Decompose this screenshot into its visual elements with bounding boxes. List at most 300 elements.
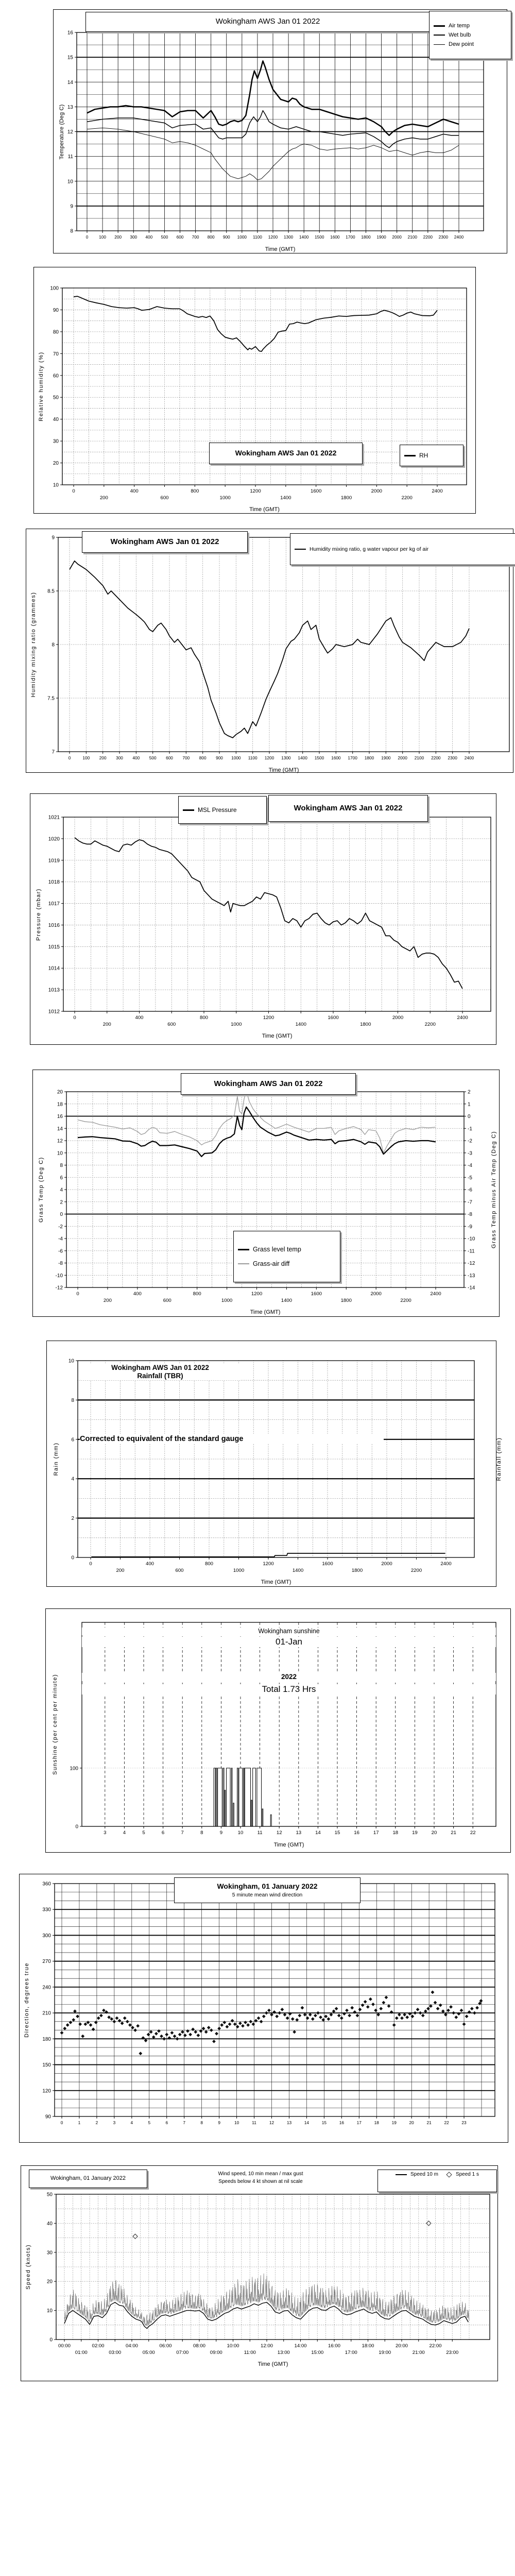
x-axis-label: Time (GMT) [261, 1579, 291, 1585]
svg-text:100: 100 [50, 285, 59, 292]
svg-text:-14: -14 [468, 1285, 475, 1291]
wet-bulb-line-sample-icon [434, 35, 445, 36]
legend-item [445, 2172, 479, 2177]
svg-text:17:00: 17:00 [345, 2350, 357, 2355]
svg-text:8.5: 8.5 [47, 588, 55, 595]
svg-text:1013: 1013 [48, 987, 60, 993]
legend-label: RH [419, 452, 428, 459]
svg-text:400: 400 [135, 1015, 144, 1021]
svg-text:8: 8 [52, 642, 55, 648]
chart-title-text: Wokingham, 01 January 2022 [50, 2175, 126, 2182]
svg-text:0: 0 [60, 2120, 63, 2125]
svg-text:22: 22 [444, 2120, 449, 2125]
rh-line-sample-icon [404, 455, 416, 456]
svg-text:300: 300 [42, 1933, 51, 1939]
chart-title-text: Wokingham AWS Jan 01 2022 [214, 1079, 323, 1088]
svg-text:2300: 2300 [448, 755, 457, 760]
svg-text:2000: 2000 [370, 1291, 382, 1297]
chart-title-line2: Rainfall (TBR) [137, 1372, 183, 1380]
chart-title [80, 1364, 240, 1380]
svg-text:100: 100 [70, 1766, 78, 1772]
svg-text:1200: 1200 [268, 234, 278, 240]
svg-text:13: 13 [67, 104, 73, 110]
svg-text:600: 600 [163, 1298, 171, 1303]
svg-text:17: 17 [373, 1830, 379, 1836]
svg-text:0: 0 [71, 1555, 74, 1561]
svg-text:2: 2 [71, 1516, 74, 1522]
svg-text:-7: -7 [468, 1199, 472, 1206]
svg-text:1400: 1400 [292, 1568, 304, 1573]
svg-text:10: 10 [234, 2120, 239, 2125]
pressure-plot [30, 794, 496, 1044]
svg-text:-2: -2 [58, 1224, 63, 1230]
humidity-legend [400, 445, 464, 466]
x-axis-label: Time (GMT) [249, 506, 280, 513]
svg-text:18: 18 [392, 1830, 399, 1836]
chart-title [209, 443, 363, 464]
svg-text:1015: 1015 [48, 944, 60, 950]
y-axis-label: Humidity mixing ratio (grammes) [30, 591, 37, 698]
svg-text:400: 400 [145, 1561, 154, 1567]
svg-text:19:00: 19:00 [379, 2350, 391, 2355]
legend-label: Speed 1 s [455, 2172, 479, 2177]
svg-text:30: 30 [46, 2250, 53, 2256]
y2-axis-label: Rainfall (mm) [496, 1437, 502, 1481]
svg-text:6: 6 [165, 2120, 168, 2125]
svg-text:-6: -6 [468, 1187, 472, 1193]
humidity-chart-panel [33, 267, 476, 514]
svg-text:20: 20 [57, 1089, 63, 1095]
svg-text:7: 7 [52, 749, 55, 755]
svg-text:15:00: 15:00 [311, 2350, 324, 2355]
legend-label: Humidity mixing ratio, g water vapour per kg of air [310, 546, 429, 552]
svg-text:1600: 1600 [322, 1561, 333, 1567]
legend-label: Wet bulb [449, 32, 471, 38]
svg-text:1200: 1200 [251, 1291, 263, 1297]
mixing-ratio-chart-panel [26, 529, 513, 773]
legend-item [238, 1246, 301, 1253]
legend-item [434, 23, 470, 29]
svg-text:1100: 1100 [248, 755, 258, 760]
svg-text:5: 5 [148, 2120, 151, 2125]
x-axis-label: Time (GMT) [265, 246, 296, 252]
svg-text:1016: 1016 [48, 922, 60, 928]
svg-text:1700: 1700 [346, 234, 355, 240]
svg-text:8: 8 [60, 1163, 63, 1168]
svg-text:15: 15 [334, 1830, 340, 1836]
temperature-chart-panel [53, 9, 507, 253]
svg-text:-6: -6 [58, 1248, 63, 1255]
svg-text:70: 70 [53, 351, 59, 357]
legend-item [434, 41, 474, 47]
svg-text:6: 6 [71, 1437, 74, 1443]
svg-text:200: 200 [102, 1022, 111, 1027]
svg-text:40: 40 [53, 417, 59, 423]
svg-text:3: 3 [113, 2120, 116, 2125]
svg-text:-8: -8 [58, 1261, 63, 1266]
chart-title [29, 2170, 147, 2188]
svg-text:0: 0 [68, 755, 71, 760]
svg-text:400: 400 [132, 755, 140, 760]
wind-speed-note1: Wind speed, 10 min mean / max gust [218, 2171, 303, 2177]
svg-text:10: 10 [237, 1830, 244, 1836]
svg-text:300: 300 [116, 755, 123, 760]
svg-text:2400: 2400 [464, 755, 474, 760]
svg-text:6: 6 [60, 1175, 63, 1181]
svg-text:-12: -12 [55, 1285, 63, 1291]
svg-text:9: 9 [52, 535, 55, 541]
svg-text:800: 800 [191, 488, 199, 494]
temperature-legend [429, 11, 511, 59]
svg-text:210: 210 [42, 2010, 51, 2016]
svg-text:1600: 1600 [311, 1291, 322, 1297]
svg-text:1500: 1500 [315, 234, 324, 240]
svg-text:200: 200 [103, 1298, 112, 1303]
svg-text:7: 7 [183, 2120, 186, 2125]
svg-text:13: 13 [296, 1830, 302, 1836]
svg-text:1900: 1900 [381, 755, 391, 760]
svg-text:18: 18 [374, 2120, 379, 2125]
svg-text:120: 120 [42, 2088, 51, 2094]
svg-text:600: 600 [166, 755, 173, 760]
sunshine-title: Wokingham sunshine [82, 1628, 496, 1635]
svg-text:-9: -9 [468, 1224, 472, 1230]
svg-text:0: 0 [72, 488, 75, 494]
svg-text:4: 4 [60, 1187, 63, 1193]
msl-pressure-line-sample-icon [183, 809, 194, 811]
chart-title-text: Wokingham, 01 January 2022 [217, 1882, 318, 1890]
wind-speed-note2: Speeds below 4 kt shown at nil scale [218, 2179, 303, 2184]
rainfall-chart-panel [46, 1341, 502, 1587]
y-axis-label: Grass Temp (Deg C) [38, 1157, 44, 1223]
svg-text:8: 8 [200, 2120, 203, 2125]
x-axis-label: Time (GMT) [273, 1842, 304, 1848]
svg-text:16: 16 [339, 2120, 344, 2125]
svg-text:0: 0 [89, 1561, 92, 1567]
svg-text:-4: -4 [468, 1163, 472, 1168]
svg-text:18: 18 [57, 1101, 63, 1108]
svg-text:1200: 1200 [263, 1015, 274, 1021]
chart-title-text: Wokingham AWS Jan 01 2022 [215, 17, 320, 26]
svg-text:1019: 1019 [48, 858, 60, 864]
legend-label: Grass level temp [253, 1246, 301, 1253]
wind-speed-legend [377, 2170, 497, 2192]
svg-text:1800: 1800 [364, 755, 374, 760]
chart-title-line1: Wokingham AWS Jan 01 2022 [111, 1364, 209, 1371]
svg-text:17: 17 [356, 2120, 362, 2125]
svg-text:18:00: 18:00 [362, 2343, 374, 2349]
svg-text:-4: -4 [58, 1236, 63, 1242]
svg-text:1012: 1012 [48, 1009, 60, 1015]
sunshine-date: 01-Jan [82, 1637, 496, 1647]
svg-text:5: 5 [142, 1830, 145, 1836]
svg-text:1: 1 [78, 2120, 81, 2125]
svg-text:1200: 1200 [264, 755, 274, 760]
svg-text:6: 6 [161, 1830, 165, 1836]
svg-text:90: 90 [53, 307, 59, 313]
grass-air-diff-line-sample-icon [238, 1263, 249, 1264]
svg-text:800: 800 [199, 1015, 209, 1021]
svg-text:10: 10 [46, 2308, 53, 2314]
svg-text:10:00: 10:00 [227, 2343, 239, 2349]
sunshine-chart-panel [45, 1608, 511, 1853]
svg-text:2000: 2000 [392, 1015, 404, 1021]
svg-text:800: 800 [207, 234, 215, 240]
svg-text:1000: 1000 [237, 234, 247, 240]
svg-text:14: 14 [67, 79, 73, 86]
svg-text:80: 80 [53, 329, 59, 335]
svg-text:1014: 1014 [48, 965, 60, 972]
svg-text:06:00: 06:00 [159, 2343, 172, 2349]
svg-text:10: 10 [67, 179, 73, 185]
svg-text:4: 4 [130, 2120, 133, 2125]
svg-text:0: 0 [76, 1291, 79, 1297]
svg-text:9: 9 [219, 1830, 223, 1836]
svg-text:1800: 1800 [340, 1298, 352, 1303]
svg-text:900: 900 [216, 755, 223, 760]
svg-text:13:00: 13:00 [277, 2350, 290, 2355]
svg-text:4: 4 [123, 1830, 126, 1836]
x-axis-label: Time (GMT) [258, 2361, 288, 2367]
svg-text:2200: 2200 [410, 1568, 422, 1573]
svg-text:100: 100 [82, 755, 90, 760]
svg-text:2400: 2400 [432, 488, 443, 494]
svg-text:11:00: 11:00 [244, 2350, 256, 2355]
svg-text:-8: -8 [468, 1212, 472, 1217]
svg-text:00:00: 00:00 [58, 2343, 71, 2349]
svg-text:-5: -5 [468, 1175, 472, 1181]
legend-item [404, 452, 428, 459]
svg-text:16: 16 [57, 1114, 63, 1120]
svg-text:600: 600 [160, 495, 169, 501]
svg-text:16:00: 16:00 [328, 2343, 341, 2349]
svg-text:2000: 2000 [381, 1561, 392, 1567]
svg-text:200: 200 [116, 1568, 125, 1573]
svg-text:1800: 1800 [360, 1022, 371, 1027]
svg-text:800: 800 [193, 1291, 201, 1297]
svg-text:500: 500 [149, 755, 157, 760]
svg-text:11: 11 [67, 154, 73, 160]
pressure-legend [178, 796, 267, 824]
svg-text:7.5: 7.5 [47, 696, 55, 702]
svg-text:20: 20 [431, 1830, 437, 1836]
svg-text:9: 9 [218, 2120, 220, 2125]
svg-text:07:00: 07:00 [176, 2350, 189, 2355]
svg-text:1400: 1400 [299, 234, 309, 240]
speed-line-sample-icon [396, 2174, 407, 2175]
svg-text:700: 700 [192, 234, 199, 240]
grass-temp-chart-panel [32, 1070, 500, 1317]
svg-text:1018: 1018 [48, 879, 60, 886]
svg-text:1400: 1400 [281, 1298, 293, 1303]
svg-text:21: 21 [451, 1830, 456, 1836]
svg-text:8: 8 [71, 1397, 74, 1403]
svg-text:7: 7 [181, 1830, 184, 1836]
legend-item [434, 32, 471, 38]
y2-axis-label: Grass Temp minus Air Temp (Deg C) [491, 1130, 497, 1249]
mixing-ratio-legend [290, 533, 515, 565]
svg-text:600: 600 [176, 234, 184, 240]
svg-text:09:00: 09:00 [210, 2350, 222, 2355]
svg-text:2: 2 [95, 2120, 98, 2125]
svg-text:23:00: 23:00 [446, 2350, 459, 2355]
svg-text:14: 14 [57, 1126, 63, 1132]
svg-text:12: 12 [57, 1138, 63, 1144]
svg-text:1900: 1900 [376, 234, 386, 240]
svg-text:500: 500 [161, 234, 168, 240]
svg-text:2300: 2300 [438, 234, 449, 240]
svg-text:90: 90 [45, 2114, 51, 2120]
mixing-ratio-line-sample-icon [295, 549, 306, 550]
svg-text:1100: 1100 [252, 234, 262, 240]
svg-text:08:00: 08:00 [193, 2343, 206, 2349]
svg-text:20: 20 [46, 2279, 53, 2285]
svg-text:800: 800 [199, 755, 207, 760]
svg-text:16: 16 [354, 1830, 359, 1836]
chart-title [82, 531, 248, 553]
svg-text:1600: 1600 [331, 755, 341, 760]
svg-text:22: 22 [470, 1830, 476, 1836]
chart-title [181, 1073, 356, 1095]
svg-text:1000: 1000 [233, 1568, 245, 1573]
svg-text:2200: 2200 [431, 755, 441, 760]
svg-text:50: 50 [53, 395, 59, 401]
svg-text:-3: -3 [468, 1150, 472, 1157]
svg-text:1600: 1600 [328, 1015, 339, 1021]
pressure-chart-panel [30, 793, 496, 1045]
svg-text:1000: 1000 [231, 1022, 242, 1027]
rainfall-correction-note: Corrected to equivalent of the standard gauge [80, 1435, 384, 1444]
svg-text:20:00: 20:00 [395, 2343, 408, 2349]
svg-text:2: 2 [468, 1089, 471, 1095]
svg-text:3: 3 [104, 1830, 107, 1836]
legend-item [238, 1260, 289, 1267]
svg-text:2400: 2400 [430, 1291, 441, 1297]
svg-text:1400: 1400 [295, 1022, 306, 1027]
svg-text:700: 700 [182, 755, 190, 760]
svg-text:1300: 1300 [281, 755, 291, 760]
svg-text:150: 150 [42, 2062, 51, 2069]
svg-text:12:00: 12:00 [260, 2343, 273, 2349]
sunshine-total: Total 1.73 Hrs [82, 1684, 496, 1694]
wind-speed-notes [152, 2170, 369, 2185]
svg-text:50: 50 [46, 2192, 53, 2198]
y-axis-label: Direction, degrees true [24, 1962, 30, 2038]
svg-text:400: 400 [130, 488, 139, 494]
y-axis-label: Speed (knots) [25, 2244, 31, 2290]
svg-text:19: 19 [412, 1830, 418, 1836]
svg-text:360: 360 [42, 1881, 51, 1887]
svg-text:12: 12 [276, 1830, 282, 1836]
svg-text:1000: 1000 [219, 495, 231, 501]
mixing-ratio-plot [26, 529, 513, 772]
svg-text:12: 12 [269, 2120, 274, 2125]
gust-diamond-sample-icon [446, 2172, 452, 2177]
svg-text:23: 23 [461, 2120, 467, 2125]
svg-text:1500: 1500 [314, 755, 324, 760]
air-temp-line-sample-icon [434, 25, 445, 27]
svg-text:-11: -11 [468, 1248, 475, 1255]
legend-label: MSL Pressure [198, 806, 237, 814]
svg-text:400: 400 [133, 1291, 142, 1297]
svg-text:800: 800 [204, 1561, 214, 1567]
svg-text:12: 12 [67, 129, 73, 135]
grass-temp-legend [233, 1231, 340, 1282]
svg-text:0: 0 [49, 2337, 53, 2343]
legend-label: Air temp [449, 23, 470, 29]
svg-text:30: 30 [53, 438, 59, 445]
svg-text:11: 11 [252, 2120, 256, 2125]
svg-text:0: 0 [75, 1824, 78, 1830]
svg-text:180: 180 [42, 2036, 51, 2042]
svg-text:60: 60 [53, 373, 59, 379]
svg-text:15: 15 [67, 55, 73, 61]
svg-text:100: 100 [99, 234, 107, 240]
svg-text:14:00: 14:00 [294, 2343, 307, 2349]
svg-text:2000: 2000 [392, 234, 402, 240]
svg-text:2400: 2400 [454, 234, 464, 240]
y-axis-label: Relative humidity (%) [38, 351, 44, 421]
svg-text:1400: 1400 [298, 755, 307, 760]
chart-title-text: Wokingham AWS Jan 01 2022 [235, 449, 337, 457]
svg-text:200: 200 [114, 234, 122, 240]
svg-text:-10: -10 [468, 1236, 475, 1242]
chart-title [85, 12, 450, 32]
svg-text:1: 1 [468, 1101, 471, 1108]
svg-text:04:00: 04:00 [125, 2343, 139, 2349]
svg-text:1300: 1300 [283, 234, 294, 240]
svg-text:03:00: 03:00 [109, 2350, 122, 2355]
svg-text:400: 400 [145, 234, 153, 240]
dew-point-line-sample-icon [434, 44, 445, 45]
svg-text:1000: 1000 [231, 755, 241, 760]
wind-speed-plot [21, 2166, 497, 2381]
svg-text:900: 900 [222, 234, 230, 240]
svg-text:13: 13 [286, 2120, 292, 2125]
svg-text:600: 600 [175, 1568, 184, 1573]
svg-text:20: 20 [53, 461, 59, 467]
y-axis-label: Temperature (Deg C) [59, 104, 65, 160]
svg-text:1000: 1000 [221, 1298, 233, 1303]
svg-text:1017: 1017 [48, 901, 60, 907]
svg-text:10: 10 [53, 482, 59, 488]
svg-text:1700: 1700 [348, 755, 357, 760]
svg-text:2400: 2400 [440, 1561, 452, 1567]
svg-text:1200: 1200 [250, 488, 261, 494]
legend-label: Grass-air diff [253, 1260, 290, 1267]
chart-subtitle-text: 5 minute mean wind direction [232, 1892, 303, 1899]
svg-text:2100: 2100 [414, 755, 424, 760]
y-axis-label: Sunshine (per cent per minute) [52, 1673, 58, 1775]
svg-text:1021: 1021 [48, 815, 60, 821]
svg-text:9: 9 [70, 204, 73, 210]
x-axis-label: Time (GMT) [250, 1309, 281, 1315]
legend-item [295, 546, 428, 552]
svg-text:200: 200 [99, 495, 108, 501]
svg-text:1800: 1800 [351, 1568, 363, 1573]
svg-text:270: 270 [42, 1959, 51, 1965]
svg-text:2200: 2200 [400, 1298, 411, 1303]
svg-text:2100: 2100 [407, 234, 417, 240]
svg-text:-1: -1 [468, 1126, 472, 1132]
svg-text:1800: 1800 [340, 495, 352, 501]
svg-text:15: 15 [321, 2120, 327, 2125]
svg-text:1600: 1600 [310, 488, 322, 494]
svg-text:10: 10 [57, 1150, 63, 1157]
svg-text:22:00: 22:00 [429, 2343, 442, 2349]
svg-text:19: 19 [391, 2120, 397, 2125]
chart-title-text: Wokingham AWS Jan 01 2022 [110, 537, 219, 546]
